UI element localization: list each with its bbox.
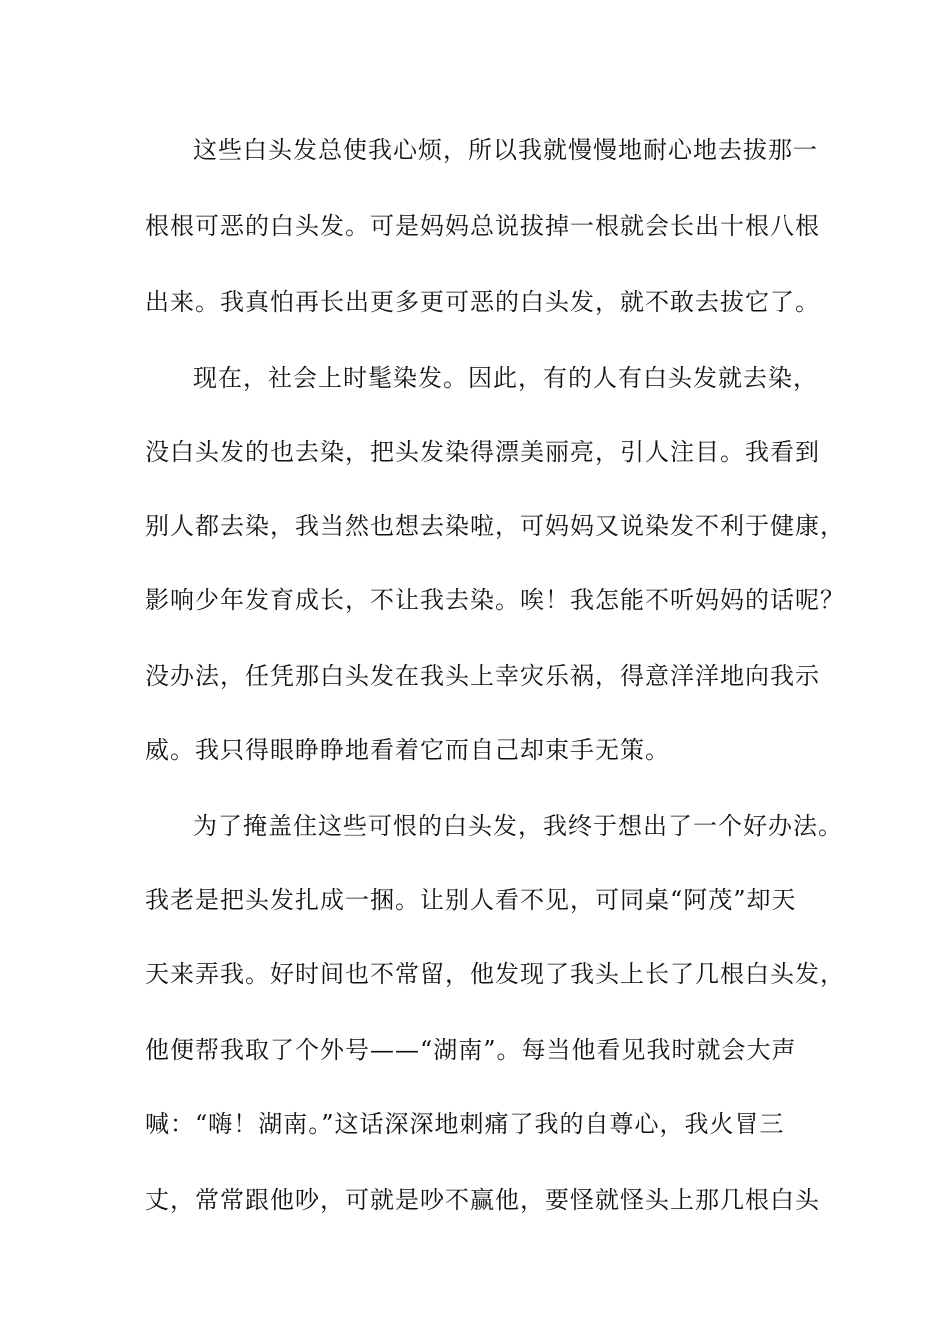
paragraph-3-line-4: 他便帮我取了个外号——“湖南”。每当他看见我时就会大声 [145, 1036, 797, 1064]
paragraph-2-line-2: 没白头发的也去染，把头发染得漂美丽亮，引人注目。我看到 [145, 438, 820, 466]
paragraph-2-line-6: 威。我只得眼睁睁地看着它而自己却束手无策。 [145, 736, 670, 764]
paragraph-3-line-6: 丈，常常跟他吵，可就是吵不赢他，要怪就怪头上那几根白头 [145, 1186, 820, 1214]
paragraph-2-line-4: 影响少年发育成长，不让我去染。唉！我怎能不听妈妈的话呢？ [145, 586, 845, 614]
paragraph-3-line-5: 喊：“嗨！湖南。”这话深深地刺痛了我的自尊心，我火冒三 [145, 1110, 785, 1138]
paragraph-2-line-1: 现在，社会上时髦染发。因此，有的人有白头发就去染， [193, 364, 818, 392]
paragraph-1-line-2: 根根可恶的白头发。可是妈妈总说拔掉一根就会长出十根八根 [145, 212, 820, 240]
paragraph-1-line-3: 出来。我真怕再长出更多更可恶的白头发，就不敢去拔它了。 [145, 288, 820, 316]
paragraph-2-line-5: 没办法，任凭那白头发在我头上幸灾乐祸，得意洋洋地向我示 [145, 662, 820, 690]
paragraph-2-line-3: 别人都去染，我当然也想去染啦，可妈妈又说染发不利于健康， [145, 512, 845, 540]
paragraph-3-line-3: 天来弄我。好时间也不常留，他发现了我头上长了几根白头发， [145, 960, 845, 988]
paragraph-1-line-1: 这些白头发总使我心烦，所以我就慢慢地耐心地去拔那一 [193, 136, 818, 164]
paragraph-3-line-2: 我老是把头发扎成一捆。让别人看不见，可同桌“阿茂”却天 [145, 886, 797, 914]
paragraph-3-line-1: 为了掩盖住这些可恨的白头发，我终于想出了一个好办法。 [193, 812, 843, 840]
